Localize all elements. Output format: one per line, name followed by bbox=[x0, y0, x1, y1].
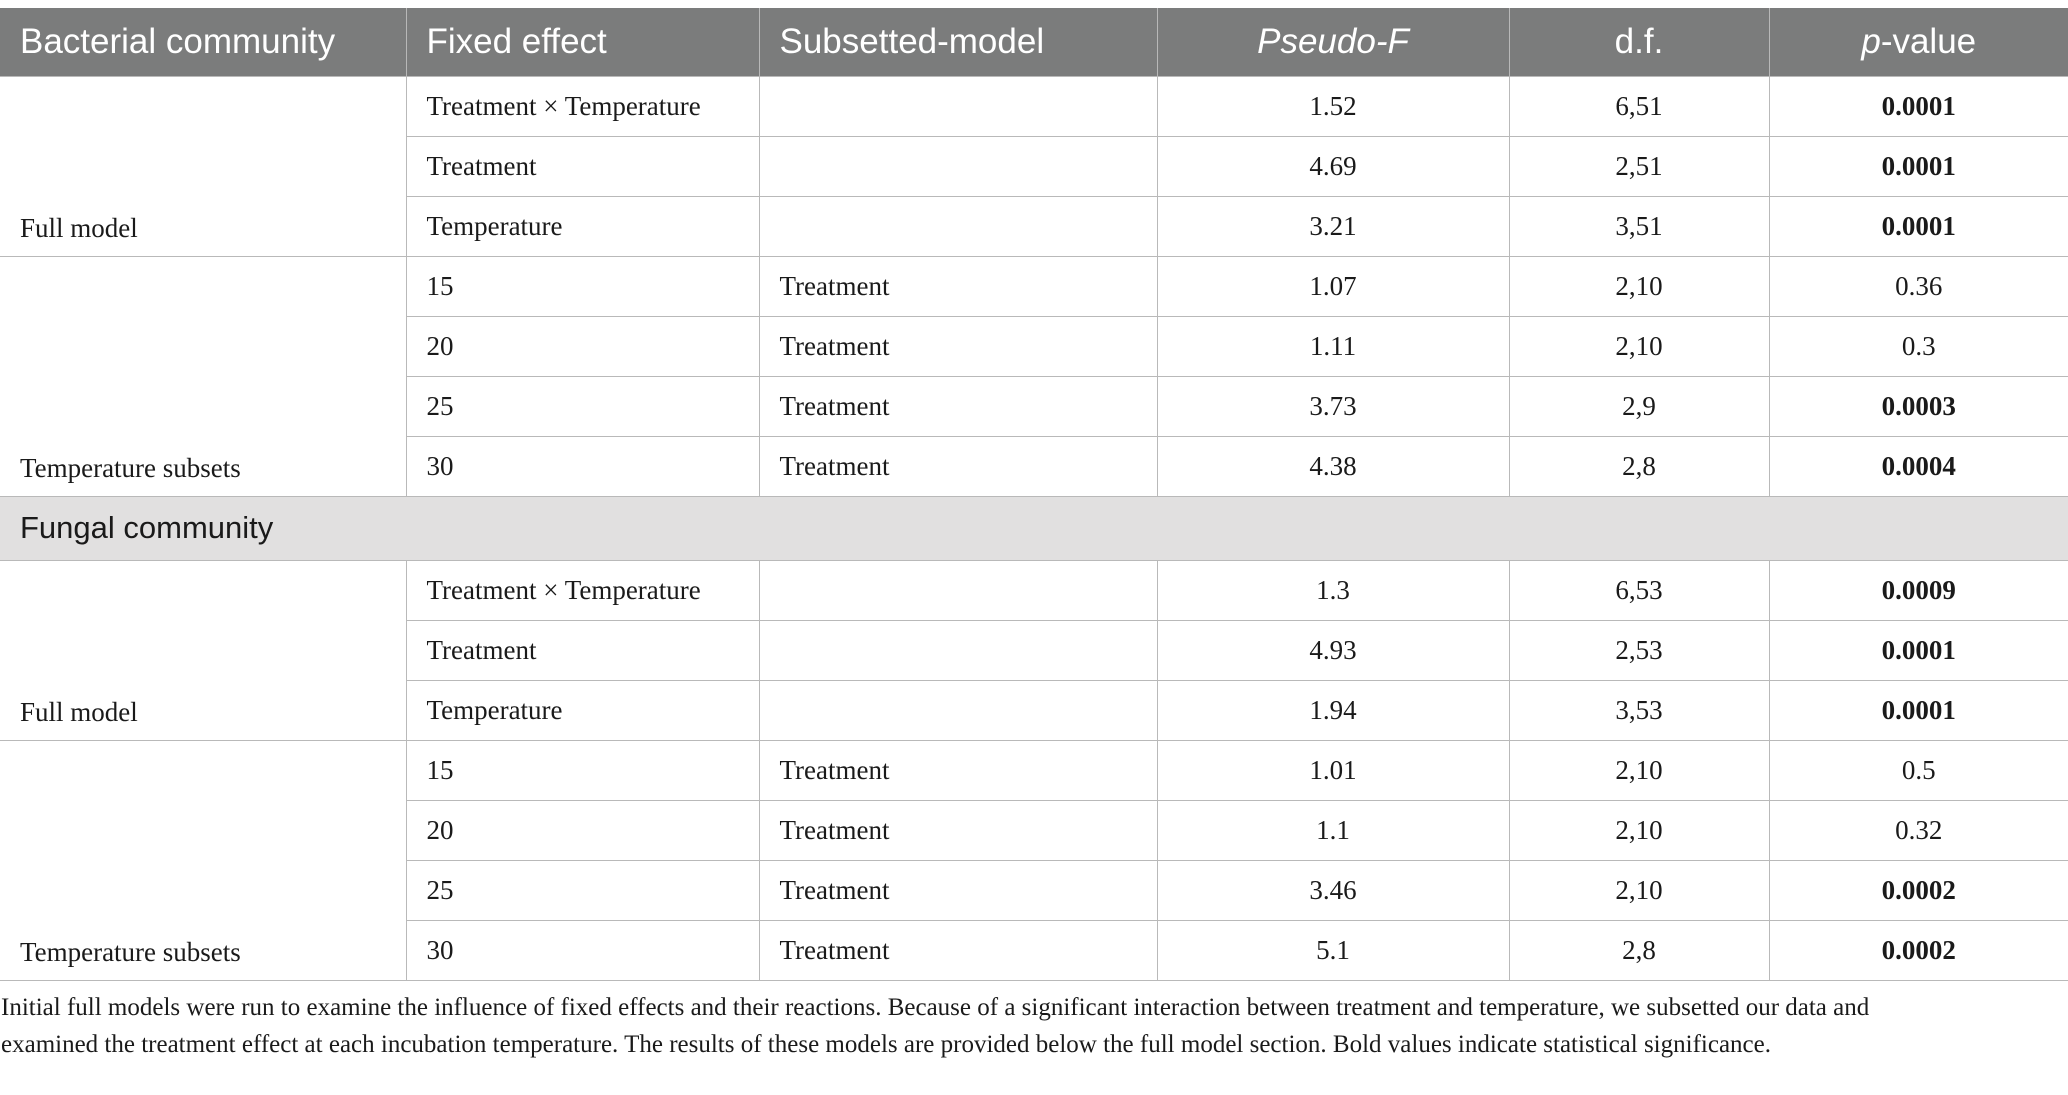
p-value-cell: 0.0001 bbox=[1769, 620, 2068, 680]
subsetted-model-cell: Treatment bbox=[759, 316, 1157, 376]
fixed-effect-cell: 20 bbox=[406, 800, 759, 860]
fungal-community-heading: Fungal community bbox=[0, 496, 2068, 560]
temperature-subsets-label: Temperature subsets bbox=[0, 256, 406, 496]
subsetted-model-cell: Treatment bbox=[759, 436, 1157, 496]
fixed-effect-cell: Temperature bbox=[406, 680, 759, 740]
df-cell: 2,10 bbox=[1509, 740, 1769, 800]
df-cell: 6,51 bbox=[1509, 76, 1769, 136]
fixed-effect-cell: 30 bbox=[406, 920, 759, 980]
fixed-effect-cell: Treatment × Temperature bbox=[406, 76, 759, 136]
pseudo-f-cell: 3.73 bbox=[1157, 376, 1509, 436]
pseudo-f-cell: 1.3 bbox=[1157, 560, 1509, 620]
header-p-italic: p bbox=[1861, 21, 1881, 61]
table-header bbox=[0, 8, 2068, 76]
pseudo-f-cell: 1.07 bbox=[1157, 256, 1509, 316]
subsetted-model-cell: Treatment bbox=[759, 920, 1157, 980]
df-cell: 3,51 bbox=[1509, 196, 1769, 256]
df-cell: 2,9 bbox=[1509, 376, 1769, 436]
header-pseudo-f-text: Pseudo-F bbox=[1257, 21, 1409, 61]
df-cell: 2,53 bbox=[1509, 620, 1769, 680]
results-table-container bbox=[0, 8, 2068, 1063]
p-value-cell: 0.0001 bbox=[1769, 76, 2068, 136]
p-value-cell: 0.0002 bbox=[1769, 860, 2068, 920]
p-value-cell: 0.0003 bbox=[1769, 376, 2068, 436]
pseudo-f-cell: 1.94 bbox=[1157, 680, 1509, 740]
pseudo-f-cell: 4.93 bbox=[1157, 620, 1509, 680]
header-subsetted-model: Subsetted-model bbox=[759, 8, 1157, 76]
p-value-cell: 0.0004 bbox=[1769, 436, 2068, 496]
df-cell: 2,51 bbox=[1509, 136, 1769, 196]
p-value-cell: 0.3 bbox=[1769, 316, 2068, 376]
footnote-line-1: Initial full models were run to examine the influence of fixed effects and their reactions. Because of a significant interaction between treatment and temperature, we subsetted our data and bbox=[1, 993, 1870, 1021]
header-df: d.f. bbox=[1509, 8, 1769, 76]
subsetted-model-cell: Treatment bbox=[759, 860, 1157, 920]
temperature-subsets-label: Temperature subsets bbox=[0, 740, 406, 980]
pseudo-f-cell: 1.01 bbox=[1157, 740, 1509, 800]
df-cell: 2,8 bbox=[1509, 920, 1769, 980]
fixed-effect-cell: Treatment × Temperature bbox=[406, 560, 759, 620]
subsetted-model-cell: Treatment bbox=[759, 800, 1157, 860]
header-p-rest: -value bbox=[1880, 21, 1977, 61]
subsetted-model-cell: Treatment bbox=[759, 376, 1157, 436]
subsetted-model-cell bbox=[759, 76, 1157, 136]
p-value-cell: 0.36 bbox=[1769, 256, 2068, 316]
full-model-label: Full model bbox=[0, 76, 406, 256]
fixed-effect-cell: 25 bbox=[406, 860, 759, 920]
subsetted-model-cell bbox=[759, 136, 1157, 196]
df-cell: 2,10 bbox=[1509, 800, 1769, 860]
fixed-effect-cell: 15 bbox=[406, 740, 759, 800]
fixed-effect-cell: 20 bbox=[406, 316, 759, 376]
table-row bbox=[0, 76, 2068, 136]
subsetted-model-cell bbox=[759, 680, 1157, 740]
p-value-cell: 0.0001 bbox=[1769, 136, 2068, 196]
df-cell: 2,10 bbox=[1509, 316, 1769, 376]
df-cell: 6,53 bbox=[1509, 560, 1769, 620]
header-p-value bbox=[1769, 8, 2068, 76]
table-body bbox=[0, 76, 2068, 980]
p-value-cell: 0.0009 bbox=[1769, 560, 2068, 620]
subsetted-model-cell: Treatment bbox=[759, 256, 1157, 316]
pseudo-f-cell: 1.52 bbox=[1157, 76, 1509, 136]
permanova-results-table bbox=[0, 8, 2068, 981]
pseudo-f-cell: 4.69 bbox=[1157, 136, 1509, 196]
pseudo-f-cell: 3.46 bbox=[1157, 860, 1509, 920]
section-row bbox=[0, 496, 2068, 560]
df-cell: 2,10 bbox=[1509, 256, 1769, 316]
table-row bbox=[0, 740, 2068, 800]
pseudo-f-cell: 3.21 bbox=[1157, 196, 1509, 256]
pseudo-f-cell: 5.1 bbox=[1157, 920, 1509, 980]
fixed-effect-cell: Treatment bbox=[406, 136, 759, 196]
table-row bbox=[0, 256, 2068, 316]
p-value-cell: 0.0002 bbox=[1769, 920, 2068, 980]
header-bacterial-community: Bacterial community bbox=[0, 8, 406, 76]
pseudo-f-cell: 1.1 bbox=[1157, 800, 1509, 860]
pseudo-f-cell: 1.11 bbox=[1157, 316, 1509, 376]
df-cell: 2,8 bbox=[1509, 436, 1769, 496]
p-value-cell: 0.5 bbox=[1769, 740, 2068, 800]
fixed-effect-cell: 15 bbox=[406, 256, 759, 316]
full-model-label: Full model bbox=[0, 560, 406, 740]
p-value-cell: 0.32 bbox=[1769, 800, 2068, 860]
subsetted-model-cell bbox=[759, 196, 1157, 256]
pseudo-f-cell: 4.38 bbox=[1157, 436, 1509, 496]
fixed-effect-cell: 30 bbox=[406, 436, 759, 496]
p-value-cell: 0.0001 bbox=[1769, 680, 2068, 740]
table-footnote bbox=[0, 981, 2061, 1063]
header-fixed-effect: Fixed effect bbox=[406, 8, 759, 76]
subsetted-model-cell: Treatment bbox=[759, 740, 1157, 800]
header-pseudo-f bbox=[1157, 8, 1509, 76]
subsetted-model-cell bbox=[759, 560, 1157, 620]
p-value-cell: 0.0001 bbox=[1769, 196, 2068, 256]
fixed-effect-cell: Temperature bbox=[406, 196, 759, 256]
fixed-effect-cell: 25 bbox=[406, 376, 759, 436]
df-cell: 2,10 bbox=[1509, 860, 1769, 920]
subsetted-model-cell bbox=[759, 620, 1157, 680]
table-row bbox=[0, 560, 2068, 620]
footnote-line-2: examined the treatment effect at each incubation temperature. The results of these models are provided below the full model section. Bold values indicate statistical significance. bbox=[1, 1030, 1771, 1058]
header-row bbox=[0, 8, 2068, 76]
fixed-effect-cell: Treatment bbox=[406, 620, 759, 680]
df-cell: 3,53 bbox=[1509, 680, 1769, 740]
